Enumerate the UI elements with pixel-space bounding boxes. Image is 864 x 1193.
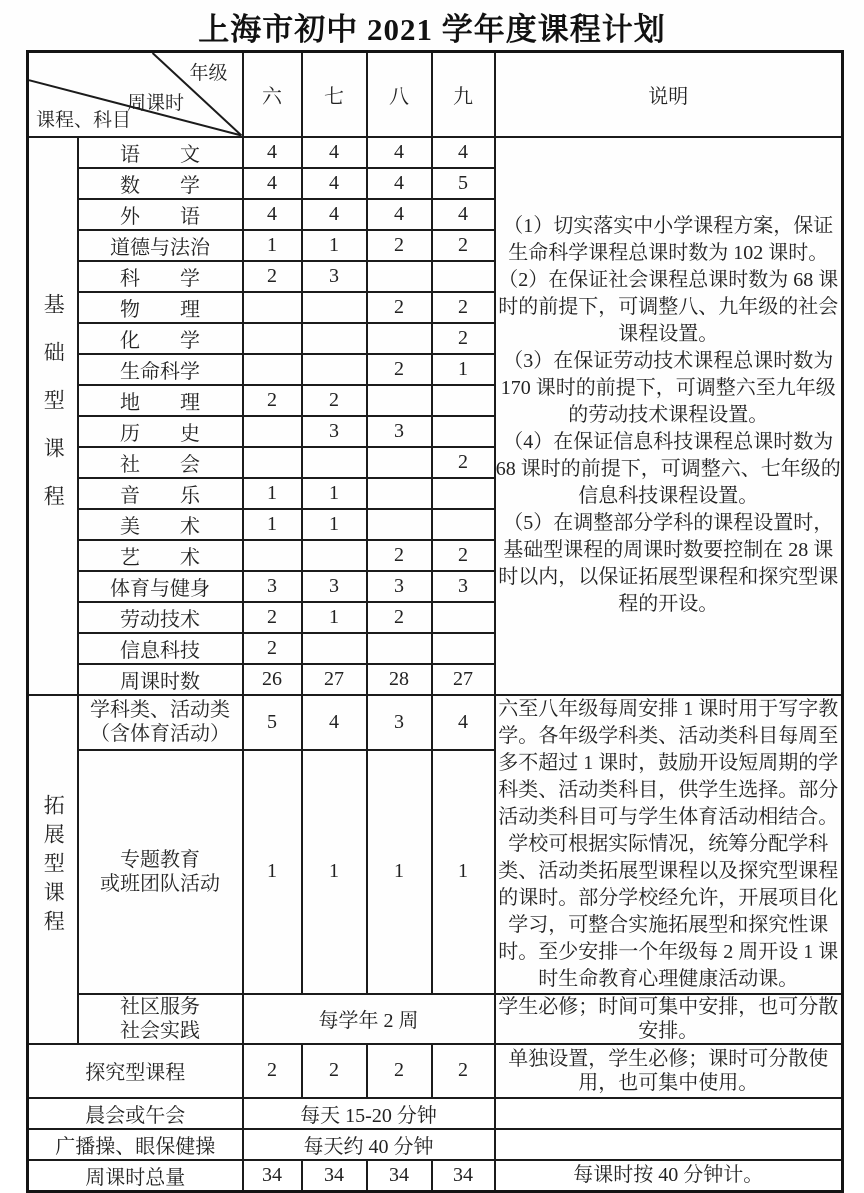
subject-label: 外 语: [78, 199, 243, 230]
hours-cell: 2: [367, 230, 432, 261]
hours-cell: 4: [432, 695, 495, 750]
hours-cell: 3: [302, 571, 367, 602]
subject-label: 音 乐: [78, 478, 243, 509]
hours-cell: 1: [432, 354, 495, 385]
extended-note: 六至八年级每周安排 1 课时用于写字教学。各年级学科类、活动类科目每周至多不超过 1 课时，鼓励开设短周期的学科类、活动类科目，供学生选择。部分活动类科目可与学生体育活动相结合。学校可根据实际情况，统筹分配学科类、活动类拓展型课程以及探究型课程的课时。部分学校经允许，开展项目化学习，可整合实施拓展型和探究性课时。至少安排一个年级每 2 周开设 1 课时生命教育心理健康活动课。: [498, 697, 839, 990]
subject-label: 科 学: [78, 261, 243, 292]
hours-cell: 4: [367, 168, 432, 199]
community-label-line1: 社区服务: [120, 995, 200, 1018]
subject-row-chinese: [28, 137, 843, 168]
curriculum-table: [26, 50, 844, 1193]
exercise-merged-value: 每天约 40 分钟: [243, 1129, 495, 1160]
hours-cell: [367, 633, 432, 664]
inquiry-course-row: [28, 1044, 843, 1098]
hours-cell: 1: [243, 478, 302, 509]
subject-label: 地 理: [78, 385, 243, 416]
category-extended-cell: [28, 695, 78, 1044]
hours-cell: [432, 509, 495, 540]
basic-note-3: （3）在保证劳动技术课程总课时数为 170 课时的前提下，可调整六至九年级的劳动技术课程设置。: [500, 350, 836, 426]
grade-header-9: 九: [432, 52, 495, 137]
hours-cell: 1: [367, 750, 432, 994]
hours-cell: 34: [302, 1160, 367, 1192]
hours-cell: [243, 447, 302, 478]
morning-merged-value: 每天 15-20 分钟: [243, 1098, 495, 1129]
hours-cell: [432, 385, 495, 416]
subject-label: 物 理: [78, 292, 243, 323]
hours-cell: 2: [302, 385, 367, 416]
hours-cell: [302, 292, 367, 323]
notes-morning-cell: [495, 1098, 843, 1129]
hours-cell: 2: [243, 633, 302, 664]
subject-label: [78, 750, 243, 994]
hours-cell: 2: [243, 1044, 302, 1098]
basic-note-1: （1）切实落实中小学课程方案，保证生命科学课程总课时数为 102 课时。: [503, 215, 834, 264]
hours-cell: 34: [432, 1160, 495, 1192]
activity-label-line1: 学科类、活动类: [90, 699, 230, 722]
subject-label: 化 学: [78, 323, 243, 354]
hours-cell: 2: [367, 292, 432, 323]
notes-total-cell: 每课时按 40 分钟计。: [495, 1160, 843, 1192]
hours-cell: [243, 416, 302, 447]
hours-cell: [302, 323, 367, 354]
header-row: [28, 52, 843, 137]
hours-cell: 2: [243, 385, 302, 416]
hours-cell: 4: [302, 695, 367, 750]
morning-meeting-label: 晨会或午会: [28, 1098, 243, 1129]
community-merged-value: 每学年 2 周: [243, 994, 495, 1044]
hours-cell: 2: [432, 292, 495, 323]
hours-cell: 2: [432, 323, 495, 354]
hours-cell: [302, 447, 367, 478]
hours-cell: 4: [302, 168, 367, 199]
subject-label: [78, 695, 243, 750]
hours-cell: 1: [302, 509, 367, 540]
hours-cell: [432, 261, 495, 292]
extended-activity-row: [28, 695, 843, 750]
subject-label: 美 术: [78, 509, 243, 540]
hours-cell: 2: [432, 540, 495, 571]
grade-header-7: 七: [302, 52, 367, 137]
notes-exercise-cell: [495, 1129, 843, 1160]
notes-basic-cell: [495, 137, 843, 695]
special-label-line2: 或班团队活动: [100, 872, 220, 895]
hours-cell: 2: [367, 354, 432, 385]
notes-community-cell: 学生必修；时间可集中安排，也可分散安排。: [495, 994, 843, 1044]
notes-inquiry-cell: 单独设置，学生必修；课时可分散使用，也可集中使用。: [495, 1044, 843, 1098]
hours-cell: 2: [302, 1044, 367, 1098]
hours-cell: 1: [243, 750, 302, 994]
morning-meeting-row: [28, 1098, 843, 1129]
basic-note-2: （2）在保证社会课程总课时数为 68 课时的前提下，可调整八、九年级的社会课程设置。: [498, 269, 839, 345]
hours-cell: [367, 447, 432, 478]
hours-cell: [367, 509, 432, 540]
hours-cell: [367, 478, 432, 509]
hours-cell: 2: [432, 230, 495, 261]
hours-cell: [243, 292, 302, 323]
hours-cell: 1: [302, 750, 367, 994]
hours-cell: 2: [243, 261, 302, 292]
subject-label: 艺 术: [78, 540, 243, 571]
inquiry-label: 探究型课程: [28, 1044, 243, 1098]
hours-cell: 1: [302, 230, 367, 261]
hours-cell: 3: [367, 416, 432, 447]
subject-label: 劳动技术: [78, 602, 243, 633]
hours-cell: [367, 323, 432, 354]
hours-cell: 27: [302, 664, 367, 695]
hours-cell: [432, 602, 495, 633]
hours-cell: 1: [302, 478, 367, 509]
broadcast-exercise-label: 广播操、眼保健操: [28, 1129, 243, 1160]
hours-cell: 1: [243, 509, 302, 540]
broadcast-exercise-row: [28, 1129, 843, 1160]
hours-cell: 2: [367, 540, 432, 571]
weekly-total-label: 周课时总量: [28, 1160, 243, 1192]
subject-label: 数 学: [78, 168, 243, 199]
subject-label: [78, 994, 243, 1044]
hours-cell: 3: [367, 695, 432, 750]
hours-cell: [243, 540, 302, 571]
hours-cell: 3: [432, 571, 495, 602]
document-title: 上海市初中 2021 学年度课程计划: [198, 12, 666, 47]
category-basic-label: 基础型课程: [41, 292, 66, 533]
hours-cell: 2: [367, 1044, 432, 1098]
hours-cell: 3: [367, 571, 432, 602]
hours-cell: 3: [302, 416, 367, 447]
hours-cell: [243, 354, 302, 385]
diagonal-label-course-subject: 课程、科目: [36, 109, 132, 131]
extended-community-service-row: [28, 994, 843, 1044]
hours-cell: [302, 540, 367, 571]
hours-cell: [302, 633, 367, 664]
hours-cell: 2: [432, 1044, 495, 1098]
hours-cell: [432, 416, 495, 447]
hours-cell: 4: [367, 199, 432, 230]
hours-cell: 5: [432, 168, 495, 199]
hours-cell: [243, 323, 302, 354]
hours-cell: 5: [243, 695, 302, 750]
hours-cell: [367, 261, 432, 292]
notes-extended-cell: [495, 695, 843, 994]
subject-label: 体育与健身: [78, 571, 243, 602]
category-basic-cell: [28, 137, 78, 695]
subject-label: 信息科技: [78, 633, 243, 664]
hours-cell: 4: [302, 199, 367, 230]
grade-header-6: 六: [243, 52, 302, 137]
hours-cell: 3: [302, 261, 367, 292]
basic-note-4: （4）在保证信息科技课程总课时数为 68 课时的前提下，可调整六、七年级的信息科技课程设置。: [495, 431, 841, 507]
hours-cell: 2: [432, 447, 495, 478]
hours-cell: 2: [243, 602, 302, 633]
grade-header-8: 八: [367, 52, 432, 137]
diagonal-label-grade: 年级: [189, 63, 228, 84]
hours-cell: 1: [302, 602, 367, 633]
subject-label: 社 会: [78, 447, 243, 478]
subject-label: 语 文: [78, 137, 243, 168]
hours-cell: 26: [243, 664, 302, 695]
category-extended-label: 拓展型课程: [41, 793, 66, 939]
hours-cell: 34: [367, 1160, 432, 1192]
hours-cell: 34: [243, 1160, 302, 1192]
hours-cell: 1: [432, 750, 495, 994]
basic-note-5: （5）在调整部分学科的课程设置时，基础型课程的周课时数要控制在 28 课时以内，以保证拓展型课程和探究型课程的开设。: [498, 512, 839, 615]
diagonal-label-weekly-hours: 周课时: [127, 93, 185, 114]
subject-label: 周课时数: [78, 664, 243, 695]
hours-cell: [302, 354, 367, 385]
hours-cell: 4: [302, 137, 367, 168]
hours-cell: [432, 633, 495, 664]
notes-column-header: 说明: [495, 52, 843, 137]
subject-label: 道德与法治: [78, 230, 243, 261]
weekly-total-row: [28, 1160, 843, 1192]
community-label-line2: 社会实践: [120, 1019, 200, 1042]
hours-cell: 3: [243, 571, 302, 602]
hours-cell: 4: [243, 199, 302, 230]
special-label-line1: 专题教育: [120, 848, 200, 871]
hours-cell: 4: [432, 199, 495, 230]
hours-cell: 28: [367, 664, 432, 695]
hours-cell: 4: [243, 168, 302, 199]
hours-cell: 27: [432, 664, 495, 695]
hours-cell: 2: [367, 602, 432, 633]
hours-cell: [367, 385, 432, 416]
activity-label-line2: （含体育活动）: [90, 723, 230, 746]
diagonal-header-cell: [28, 52, 243, 137]
hours-cell: 1: [243, 230, 302, 261]
hours-cell: 4: [243, 137, 302, 168]
hours-cell: 4: [432, 137, 495, 168]
subject-label: 历 史: [78, 416, 243, 447]
hours-cell: [432, 478, 495, 509]
subject-label: 生命科学: [78, 354, 243, 385]
hours-cell: 4: [367, 137, 432, 168]
